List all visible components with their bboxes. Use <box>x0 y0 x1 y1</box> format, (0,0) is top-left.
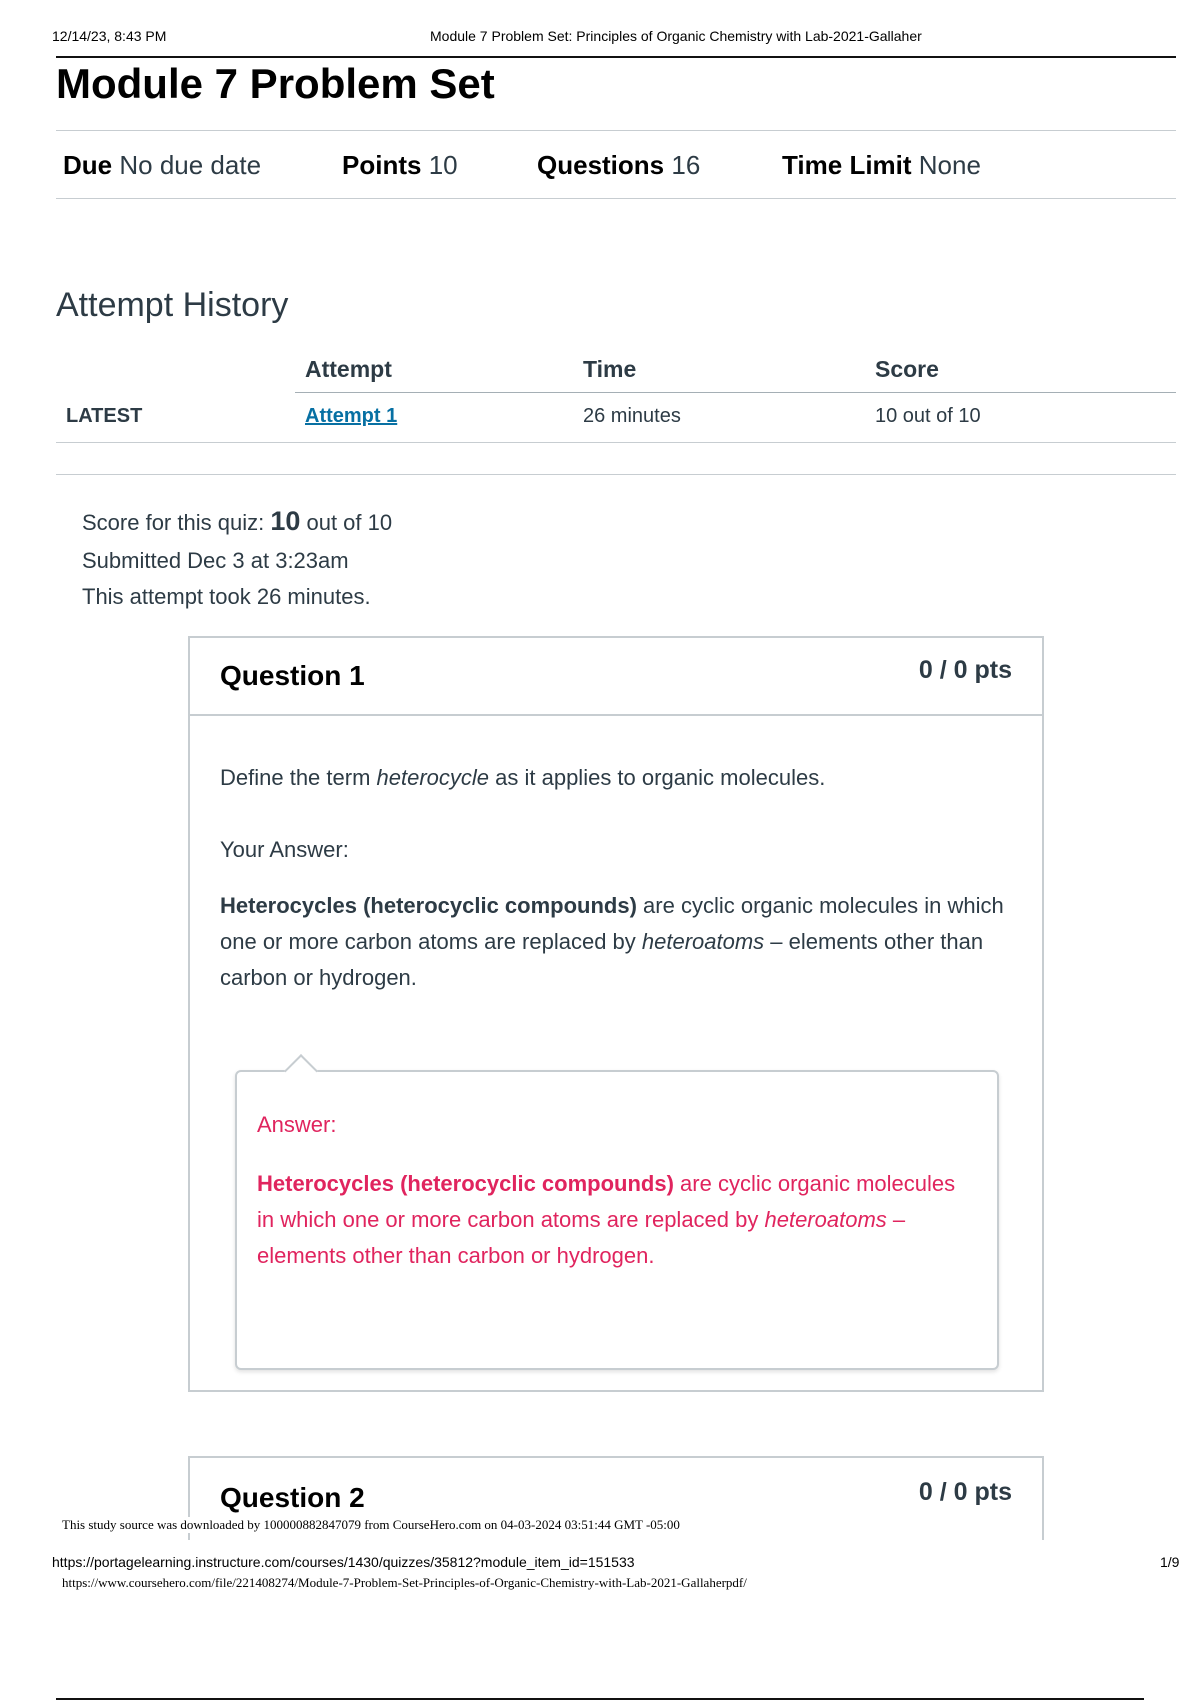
due-label: Due <box>63 150 113 180</box>
page-number: 1/9 <box>1160 1554 1180 1570</box>
correct-answer-box <box>235 1070 999 1370</box>
question-header <box>190 638 1042 716</box>
questions-label: Questions <box>537 150 665 180</box>
latest-tag: LATEST <box>66 405 143 427</box>
divider <box>56 130 1176 131</box>
question-points: 0 / 0 pts <box>918 656 1012 684</box>
table-row-divider <box>56 442 1176 443</box>
page-title: Module 7 Problem Set <box>56 60 495 107</box>
points-label: Points <box>342 150 422 180</box>
attempt-history-title: Attempt History <box>56 286 289 324</box>
question-title: Question 1 <box>220 660 365 691</box>
correct-bold: Heterocycles (heterocyclic compounds) <box>257 1171 674 1196</box>
due-value: No due date <box>119 150 262 180</box>
correct-text: are cyclic organic molecules in which one or more carbon atoms are replaced by <box>257 1171 956 1232</box>
correct-answer-text <box>257 1166 957 1274</box>
prompt-text: Define the term <box>220 765 377 790</box>
time-limit-info <box>782 150 981 181</box>
correct-answer-label: Answer: <box>257 1112 337 1137</box>
answer-text: are cyclic organic molecules in which one or more carbon atoms are replaced by <box>220 893 1004 954</box>
page-url: https://portagelearning.instructure.com/courses/1430/quizzes/35812?module_item_id=151533 <box>52 1554 635 1570</box>
questions-info <box>537 150 700 181</box>
source-note: This study source was downloaded by 100000882847079 from CourseHero.com on 04-03-2024 03:51:44 GMT -05:00 <box>62 1517 680 1532</box>
callout-arrow <box>284 1054 318 1088</box>
column-header-score: Score <box>875 356 939 382</box>
your-answer-text <box>220 888 1020 996</box>
column-header-attempt: Attempt <box>305 356 392 382</box>
coursehero-url: https://www.coursehero.com/file/221408274/Module-7-Problem-Set-Principles-of-Organic-Chemistry-with-Lab-2021-Gallaherpdf/ <box>62 1575 747 1590</box>
attempt-time: 26 minutes <box>583 405 681 427</box>
time-limit-label: Time Limit <box>782 150 912 180</box>
score-value: 10 <box>270 506 301 536</box>
prompt-text: as it applies to organic molecules. <box>489 765 826 790</box>
attempt-score: 10 out of 10 <box>875 405 981 427</box>
question-points: 0 / 0 pts <box>918 1478 1012 1506</box>
quiz-score <box>82 506 392 537</box>
score-suffix: out of 10 <box>306 510 393 535</box>
header-divider <box>56 56 1176 58</box>
correct-text: – elements other than carbon or hydrogen. <box>257 1207 906 1268</box>
table-header-divider <box>295 392 1176 393</box>
divider <box>56 474 1176 475</box>
question-prompt <box>220 760 1020 796</box>
time-limit-value: None <box>918 150 981 180</box>
questions-value: 16 <box>671 150 701 180</box>
correct-italic: heteroatoms <box>764 1207 887 1232</box>
divider <box>56 198 1176 199</box>
points-value: 10 <box>428 150 458 180</box>
print-page-title: Module 7 Problem Set: Principles of Organic Chemistry with Lab-2021-Gallaher <box>430 28 922 44</box>
points-info <box>342 150 458 181</box>
submitted-text: Submitted Dec 3 at 3:23am <box>82 548 349 573</box>
due-info <box>63 150 261 181</box>
attempt-duration: This attempt took 26 minutes. <box>82 584 371 609</box>
score-prefix: Score for this quiz: <box>82 510 265 535</box>
prompt-term: heterocycle <box>376 765 490 790</box>
your-answer-label: Your Answer: <box>220 837 349 862</box>
answer-text: – elements other than carbon or hydrogen. <box>220 929 984 990</box>
column-header-time: Time <box>583 356 637 382</box>
question-1-card <box>188 636 1044 1392</box>
question-title: Question 2 <box>220 1482 365 1513</box>
print-datetime: 12/14/23, 8:43 PM <box>52 28 167 44</box>
answer-italic: heteroatoms <box>641 929 765 954</box>
answer-bold: Heterocycles (heterocyclic compounds) <box>220 893 637 918</box>
attempt-1-link[interactable]: Attempt 1 <box>305 405 398 427</box>
